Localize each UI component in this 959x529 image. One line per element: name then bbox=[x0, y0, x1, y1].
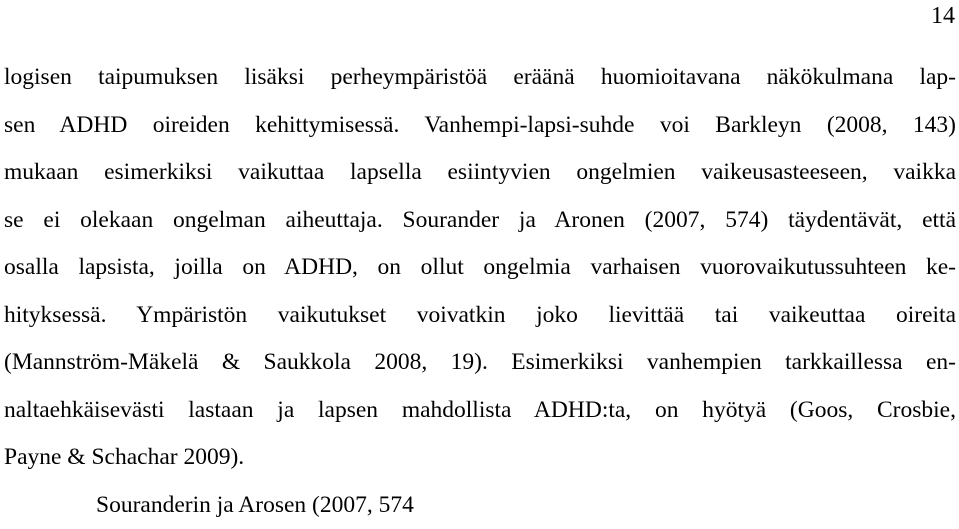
text-line: se ei olekaan ongelman aiheuttaja. Sourander ja Aronen (2007, 574) täydentävät, että bbox=[4, 197, 956, 245]
text-line: logisen taipumuksen lisäksi perheympäristöä eräänä huomioitavana näkökulmana lap- bbox=[4, 54, 956, 102]
text-line: sen ADHD oireiden kehittymisessä. Vanhempi-lapsi-suhde voi Barkleyn (2008, 143) bbox=[4, 102, 956, 150]
text-line: (Mannström-Mäkelä & Saukkola 2008, 19). Esimerkiksi vanhempien tarkkaillessa en- bbox=[4, 339, 956, 387]
text-line: mukaan esimerkiksi vaikuttaa lapsella esiintyvien ongelmien vaikeusasteeseen, vaikka bbox=[4, 149, 956, 197]
text-line: Payne & Schachar 2009). bbox=[4, 434, 956, 482]
next-paragraph-start: Souranderin ja Arosen (2007, 574 bbox=[4, 482, 956, 529]
page-number: 14 bbox=[931, 2, 955, 30]
text-line: osalla lapsista, joilla on ADHD, on ollut ongelmia varhaisen vuorovaikutussuhteen ke- bbox=[4, 244, 956, 292]
body-text bbox=[4, 54, 956, 529]
text-line: naltaehkäisevästi lastaan ja lapsen mahdollista ADHD:ta, on hyötyä (Goos, Crosbie, bbox=[4, 387, 956, 435]
text-line: hityksessä. Ympäristön vaikutukset voivatkin joko lievittää tai vaikeuttaa oireita bbox=[4, 292, 956, 340]
